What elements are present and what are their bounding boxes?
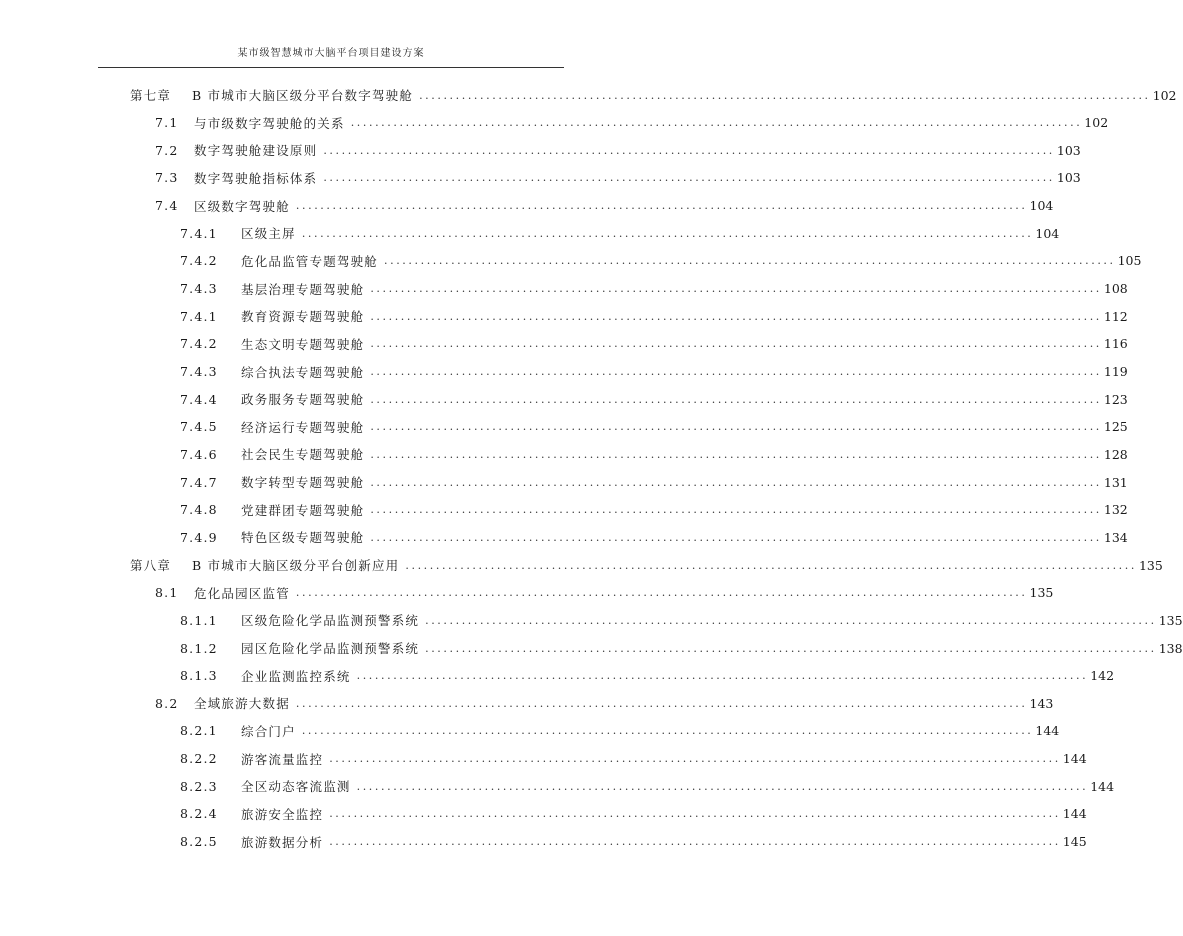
toc-entry-title: 政务服务专题驾驶舱 <box>241 392 365 408</box>
toc-entry[interactable] <box>180 442 1128 466</box>
toc-dot-leader: ........................................................................................................................ <box>329 807 1061 821</box>
toc-entry[interactable] <box>180 636 1183 660</box>
toc-entry-page: 103 <box>1056 170 1081 186</box>
toc-entry-title: 生态文明专题驾驶舱 <box>241 336 365 352</box>
toc-entry-title: 游客流量监控 <box>241 751 324 767</box>
toc-entry-title: 旅游安全监控 <box>241 806 324 822</box>
toc-entry[interactable] <box>155 166 1081 190</box>
toc-dot-leader: ........................................................................................................................ <box>370 530 1102 544</box>
toc-entry-number: 7.3 <box>155 170 179 186</box>
toc-entry-page: 103 <box>1056 142 1081 158</box>
toc-entry-number: 8.2 <box>155 695 179 711</box>
toc-entry[interactable] <box>180 747 1087 771</box>
page-header: 某市级智慧城市大脑平台项目建设方案 <box>237 48 425 59</box>
toc-entry-page: 112 <box>1103 308 1128 324</box>
toc-entry-number: 7.4.5 <box>180 419 218 435</box>
toc-entry-page: 116 <box>1103 336 1128 352</box>
toc-entry-title: 区级主屏 <box>241 226 296 242</box>
toc-entry-title: 数字转型专题驾驶舱 <box>241 475 365 491</box>
toc-dot-leader: ........................................................................................................................ <box>295 696 1028 710</box>
toc-entry-title: B 市城市大脑区级分平台数字驾驶舱 <box>192 88 414 103</box>
toc-entry[interactable] <box>180 387 1128 411</box>
toc-entry-page: 104 <box>1035 225 1060 241</box>
toc-entry-page: 119 <box>1103 364 1128 379</box>
toc-entry-title: 全区动态客流监测 <box>241 779 351 795</box>
toc-dot-leader: ........................................................................................................................ <box>370 475 1102 489</box>
toc-entry[interactable] <box>180 360 1128 384</box>
toc-entry[interactable] <box>155 138 1081 162</box>
toc-entry[interactable] <box>180 221 1060 245</box>
toc-entry-number: 8.2.4 <box>180 806 218 822</box>
toc-dot-leader: ........................................................................................................................ <box>370 337 1102 351</box>
toc-entry-number: 7.4.8 <box>180 502 218 518</box>
toc-entry-page: 144 <box>1035 723 1060 739</box>
toc-entry-number: 第八章 <box>130 558 172 574</box>
toc-entry-title: 特色区级专题驾驶舱 <box>241 530 365 546</box>
toc-entry-title: 数字驾驶舱建设原则 <box>194 143 318 159</box>
toc-entry-title: 旅游数据分析 <box>241 834 324 850</box>
toc-entry-page: 102 <box>1084 115 1109 131</box>
toc-dot-leader: ........................................................................................................................ <box>370 309 1102 323</box>
toc-entry-title: 基层治理专题驾驶舱 <box>241 281 365 297</box>
toc-dot-leader: ........................................................................................................................ <box>295 586 1028 600</box>
toc-entry-number: 7.4.2 <box>180 336 218 352</box>
toc-entry-number: 8.1 <box>155 585 179 601</box>
toc-entry-number: 7.4.1 <box>180 225 218 241</box>
toc-dot-leader: ........................................................................................................................ <box>301 724 1034 738</box>
toc-entry-page: 144 <box>1062 806 1087 822</box>
toc-dot-leader: ........................................................................................................................ <box>301 226 1034 240</box>
toc-entry-page: 135 <box>1158 612 1183 628</box>
toc-dot-leader: ........................................................................................................................ <box>384 254 1116 268</box>
toc-dot-leader: ........................................................................................................................ <box>356 669 1089 683</box>
toc-entry[interactable] <box>180 277 1128 301</box>
toc-entry-number: 8.2.1 <box>180 723 218 739</box>
toc-entry-page: 104 <box>1029 198 1054 214</box>
toc-entry[interactable] <box>180 304 1128 328</box>
toc-dot-leader: ........................................................................................................................ <box>356 779 1089 793</box>
toc-entry[interactable] <box>130 83 1177 107</box>
toc-entry-title: 区级数字驾驶舱 <box>194 198 290 214</box>
toc-entry-page: 128 <box>1103 446 1128 462</box>
toc-entry[interactable] <box>155 581 1054 605</box>
toc-dot-leader: ........................................................................................................................ <box>370 420 1102 434</box>
toc-entry-number: 7.4.1 <box>180 308 218 324</box>
toc-entry[interactable] <box>180 525 1128 549</box>
toc-entry-number: 7.2 <box>155 142 179 158</box>
toc-entry-number: 7.4.6 <box>180 446 218 462</box>
toc-entry-number: 7.1 <box>155 115 179 131</box>
toc-entry-number: 7.4.3 <box>180 364 218 379</box>
toc-entry-page: 132 <box>1103 502 1128 518</box>
toc-entry-number: 8.1.3 <box>180 668 218 684</box>
toc-entry-page: 108 <box>1103 281 1128 297</box>
toc-entry-page: 102 <box>1152 87 1177 103</box>
toc-entry-page: 134 <box>1103 529 1128 545</box>
toc-entry-number: 8.1.1 <box>180 612 218 628</box>
toc-entry[interactable] <box>155 194 1054 218</box>
toc-entry[interactable] <box>180 498 1128 522</box>
toc-entry-number: 7.4.7 <box>180 474 218 490</box>
toc-entry-number: 7.4.3 <box>180 281 218 297</box>
header-divider <box>98 67 564 68</box>
toc-entry[interactable] <box>180 719 1060 743</box>
toc-entry-title: 综合执法专题驾驶舱 <box>241 364 365 380</box>
toc-entry-title: 数字驾驶舱指标体系 <box>194 170 318 186</box>
toc-entry[interactable] <box>180 608 1183 632</box>
toc-entry-number: 第七章 <box>130 88 172 103</box>
toc-dot-leader: ........................................................................................................................ <box>419 88 1151 102</box>
toc-entry-page: 123 <box>1103 391 1128 407</box>
toc-dot-leader: ........................................................................................................................ <box>425 641 1157 655</box>
toc-dot-leader: ........................................................................................................................ <box>370 365 1102 378</box>
toc-dot-leader: ........................................................................................................................ <box>370 503 1102 517</box>
toc-entry-title: 危化品监管专题驾驶舱 <box>241 253 379 269</box>
toc-entry-page: 105 <box>1117 253 1142 269</box>
toc-entry-page: 143 <box>1029 695 1054 711</box>
toc-entry-title: B 市城市大脑区级分平台创新应用 <box>192 558 400 574</box>
toc-entry-title: 全域旅游大数据 <box>194 696 290 712</box>
toc-entry-title: 企业监测监控系统 <box>241 668 351 684</box>
toc-dot-leader: ........................................................................................................................ <box>295 199 1028 213</box>
toc-entry-title: 区级危险化学品监测预警系统 <box>241 613 420 629</box>
toc-entry-page: 125 <box>1103 419 1128 435</box>
toc-entry[interactable] <box>180 774 1115 798</box>
toc-entry-number: 8.1.2 <box>180 640 218 656</box>
toc-entry-title: 党建群团专题驾驶舱 <box>241 502 365 518</box>
toc-entry-number: 8.2.5 <box>180 834 218 850</box>
toc-entry-title: 综合门户 <box>241 723 296 739</box>
toc-entry-page: 145 <box>1062 834 1087 850</box>
toc-entry-page: 135 <box>1138 557 1163 573</box>
toc-entry-number: 7.4.2 <box>180 253 218 269</box>
toc-dot-leader: ........................................................................................................................ <box>370 392 1102 406</box>
toc-entry[interactable] <box>180 249 1142 273</box>
toc-entry-title: 危化品园区监管 <box>194 585 290 601</box>
toc-dot-leader: ........................................................................................................................ <box>323 171 1055 185</box>
toc-entry-page: 144 <box>1062 751 1087 767</box>
toc-entry[interactable] <box>155 691 1054 715</box>
toc-entry-title: 经济运行专题驾驶舱 <box>241 419 365 435</box>
toc-entry-number: 7.4.4 <box>180 391 218 407</box>
toc-entry-title: 园区危险化学品监测预警系统 <box>241 641 420 656</box>
toc-entry-number: 7.4 <box>155 198 179 214</box>
toc-entry[interactable] <box>180 802 1087 826</box>
toc-dot-leader: ........................................................................................................................ <box>323 143 1055 157</box>
toc-entry-title: 与市级数字驾驶舱的关系 <box>194 115 345 131</box>
toc-entry-page: 144 <box>1090 778 1115 794</box>
toc-dot-leader: ........................................................................................................................ <box>370 447 1102 461</box>
toc-entry-page: 138 <box>1158 640 1183 656</box>
toc-entry-page: 135 <box>1029 585 1054 601</box>
toc-dot-leader: ........................................................................................................................ <box>350 116 1083 130</box>
toc-entry[interactable] <box>180 664 1115 688</box>
toc-dot-leader: ........................................................................................................................ <box>370 282 1102 296</box>
toc-entry-number: 8.2.3 <box>180 778 218 794</box>
toc-entry-title: 社会民生专题驾驶舱 <box>241 447 365 463</box>
toc-entry[interactable] <box>155 111 1109 135</box>
toc-dot-leader: ........................................................................................................................ <box>425 613 1157 627</box>
toc-entry[interactable] <box>180 415 1128 439</box>
toc-entry[interactable] <box>180 332 1128 356</box>
toc-entry[interactable] <box>130 553 1163 577</box>
toc-entry[interactable] <box>180 830 1087 854</box>
toc-dot-leader: ........................................................................................................................ <box>329 752 1061 766</box>
toc-entry-number: 7.4.9 <box>180 529 218 545</box>
toc-entry-page: 131 <box>1103 474 1128 490</box>
toc-dot-leader: ........................................................................................................................ <box>329 835 1061 849</box>
toc-entry-page: 142 <box>1090 668 1115 684</box>
toc-entry[interactable] <box>180 470 1128 494</box>
toc-entry-title: 教育资源专题驾驶舱 <box>241 309 365 325</box>
toc-entry-number: 8.2.2 <box>180 751 218 767</box>
toc-dot-leader: ........................................................................................................................ <box>405 558 1137 572</box>
